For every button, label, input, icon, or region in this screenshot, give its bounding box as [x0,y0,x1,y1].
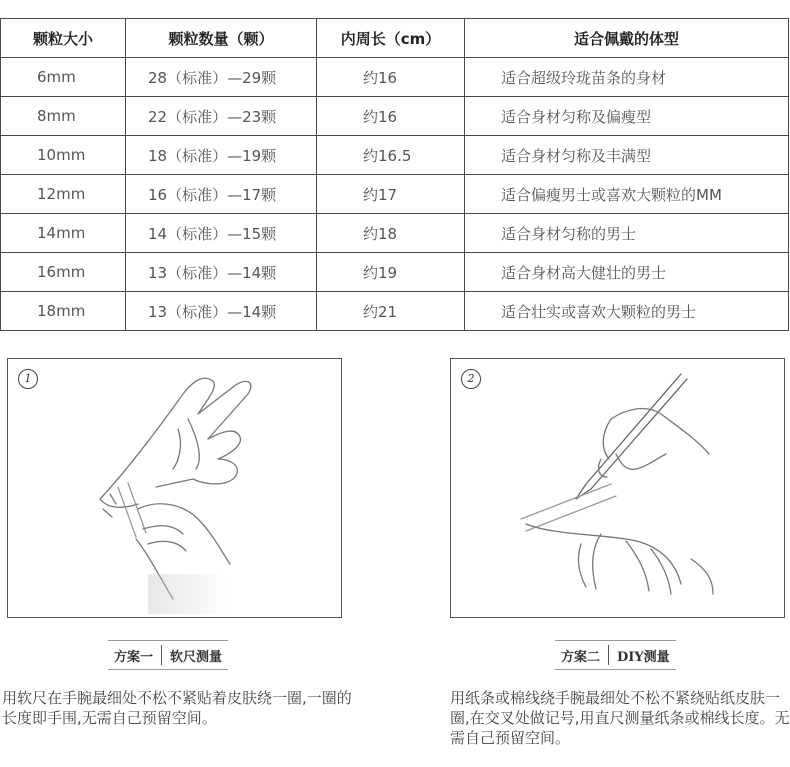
cell-circumference: 约16.5 [317,136,465,175]
method-two-description: 用纸条或棉线绕手腕最细处不松不紧绕贴纸皮肤一圈,在交叉处做记号,用直尺测量纸条或棉线长度。无需自己预留空间。 [450,689,790,747]
table-row [1,58,789,97]
table-row [1,214,789,253]
table-row [1,292,789,331]
hand-with-paper-strip-drawing [451,359,784,617]
cell-circumference: 约18 [317,214,465,253]
cell-body-type: 适合壮实或喜欢大颗粒的男士 [465,292,789,331]
header-bead-size: 颗粒大小 [1,19,126,58]
method-one-caption [108,640,228,670]
cell-circumference: 约17 [317,175,465,214]
illustration-diy-panel [450,358,785,618]
cell-bead-size: 18mm [1,292,126,331]
cell-bead-size: 6mm [1,58,126,97]
method-one-label: 方案一 [114,649,154,665]
table-header-row [1,19,789,58]
method-two-caption [555,640,676,670]
table-row [1,97,789,136]
cell-bead-size: 16mm [1,253,126,292]
cell-bead-size: 8mm [1,97,126,136]
cell-body-type: 适合身材匀称及偏瘦型 [465,97,789,136]
method-two-name: DIY测量 [617,649,670,665]
cell-bead-count: 22（标准）—23颗 [126,97,317,136]
method-one-name: 软尺测量 [170,649,223,665]
hand-with-soft-ruler-drawing [8,359,341,617]
cell-bead-size: 14mm [1,214,126,253]
cell-bead-count: 14（标准）—15颗 [126,214,317,253]
cell-bead-size: 12mm [1,175,126,214]
method-one-description: 用软尺在手腕最细处不松不紧贴着皮肤绕一圈,一圈的长度即手围,无需自己预留空间。 [2,689,352,727]
cell-body-type: 适合偏瘦男士或喜欢大颗粒的MM [465,175,789,214]
cell-body-type: 适合超级玲珑苗条的身材 [465,58,789,97]
bead-size-table [0,18,789,331]
step-number-badge: 1 [18,369,38,389]
step-number-badge: 2 [461,369,481,389]
cell-circumference: 约16 [317,58,465,97]
cell-circumference: 约16 [317,97,465,136]
table-row [1,175,789,214]
header-bead-count: 颗粒数量（颗） [126,19,317,58]
header-suitable-body-type: 适合佩戴的体型 [465,19,789,58]
table-row [1,136,789,175]
cell-body-type: 适合身材高大健壮的男士 [465,253,789,292]
table-row [1,253,789,292]
cell-bead-count: 28（标准）—29颗 [126,58,317,97]
method-two-label: 方案二 [561,649,601,665]
cell-circumference: 约19 [317,253,465,292]
illustration-soft-ruler-panel [7,358,342,618]
cell-bead-size: 10mm [1,136,126,175]
cell-circumference: 约21 [317,292,465,331]
cell-bead-count: 16（标准）—17颗 [126,175,317,214]
cell-bead-count: 18（标准）—19颗 [126,136,317,175]
header-inner-circumference: 内周长（cm） [317,19,465,58]
cell-bead-count: 13（标准）—14颗 [126,292,317,331]
cell-body-type: 适合身材匀称及丰满型 [465,136,789,175]
cell-bead-count: 13（标准）—14颗 [126,253,317,292]
cell-body-type: 适合身材匀称的男士 [465,214,789,253]
